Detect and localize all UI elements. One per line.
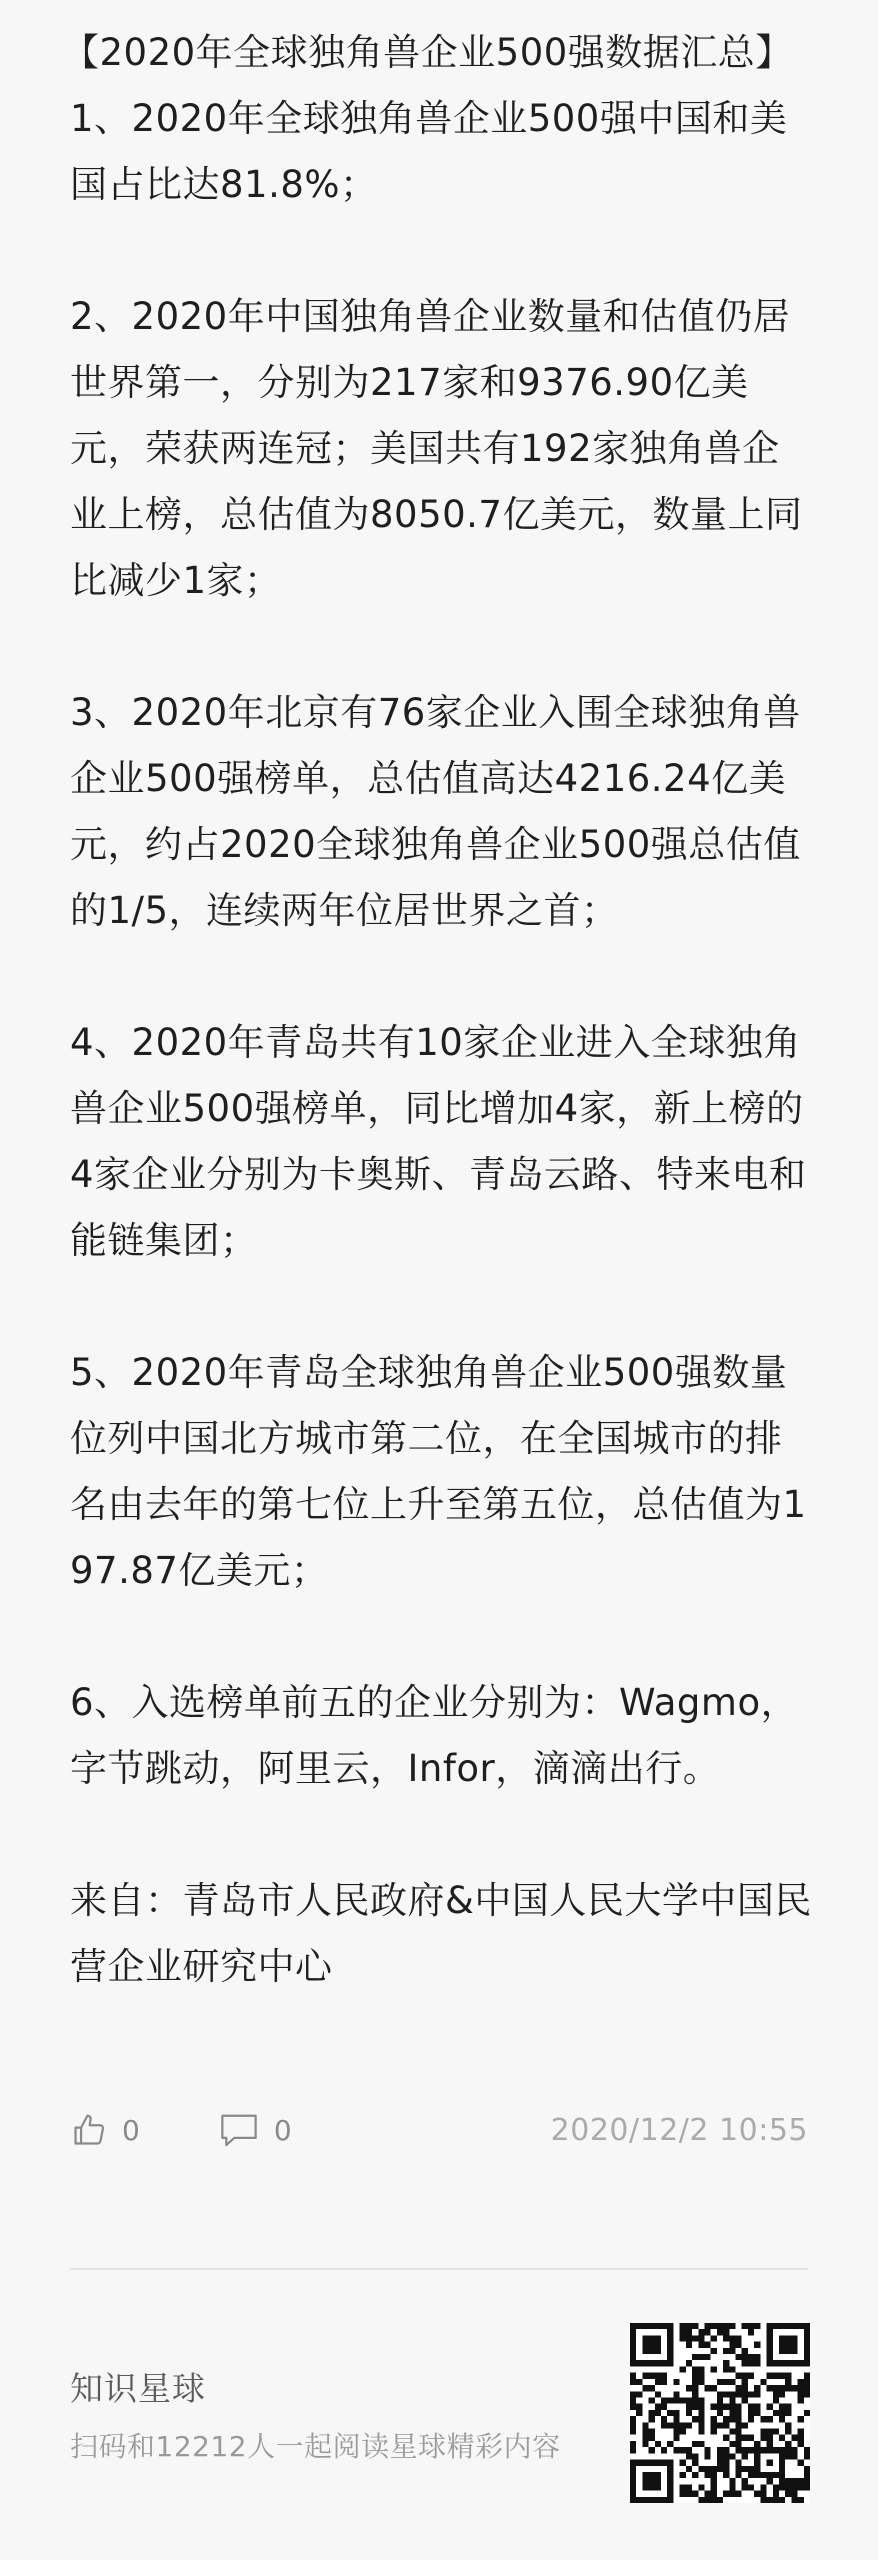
like-button[interactable] (70, 2111, 140, 2149)
post-item-2: 2、2020年中国独角兽企业数量和估值仍居世界第一，分别为217家和9376.90亿美元，荣获两连冠；美国共有192家独角兽企业上榜，总估值为8050.7亿美元，数量上同比减少1家； (70, 295, 803, 602)
post-item-1: 1、2020年全球独角兽企业500强中国和美国占比达81.8%； (70, 97, 788, 206)
footer-title: 知识星球 (70, 2369, 206, 2408)
post-item-5: 5、2020年青岛全球独角兽企业500强数量位列中国北方城市第二位，在全国城市的排名由去年的第七位上升至第五位，总估值为197.87亿美元； (70, 1351, 807, 1592)
divider (70, 2268, 808, 2270)
post-item-4: 4、2020年青岛共有10家企业进入全球独角兽企业500强榜单，同比增加4家，新上榜的4家企业分别为卡奥斯、青岛云路、特来电和能链集团； (70, 1021, 807, 1262)
post-item-3: 3、2020年北京有76家企业入围全球独角兽企业500强榜单，总估值高达4216.24亿美元，约占2020全球独角兽企业500强总估值的1/5，连续两年位居世界之首； (70, 691, 801, 932)
post-source: 来自：青岛市人民政府&中国人民大学中国民营企业研究中心 (70, 1879, 812, 1988)
comment-count: 0 (273, 2113, 292, 2147)
post-item-6: 6、入选榜单前五的企业分别为：Wagmo，字节跳动，阿里云，Infor，滴滴出行。 (70, 1681, 799, 1790)
footer-subtitle: 扫码和12212人一起阅读星球精彩内容 (70, 2430, 561, 2463)
comment-button[interactable] (218, 2111, 292, 2149)
comment-icon (218, 2111, 260, 2149)
qr-code-icon (630, 2323, 810, 2503)
post-title: 【2020年全球独角兽企业500强数据汇总】 (62, 31, 793, 74)
like-count: 0 (122, 2113, 140, 2147)
post-body (62, 20, 815, 2000)
thumbs-up-icon (70, 2111, 108, 2149)
post-timestamp: 2020/12/2 10:55 (550, 2112, 808, 2148)
action-bar (70, 2105, 808, 2155)
